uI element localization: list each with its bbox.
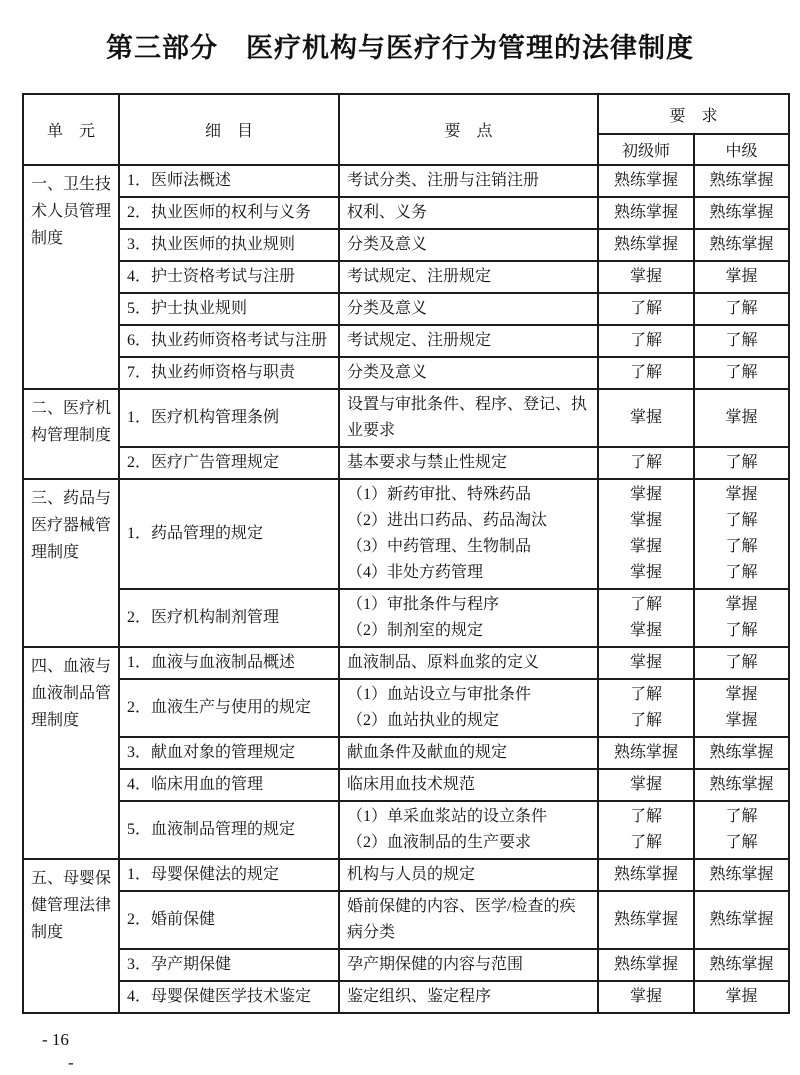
table-row [23,589,789,647]
middle-requirement-cell [694,589,789,647]
point-line: 孕产期保健的内容与范围 [347,956,524,973]
point-cell [339,769,598,801]
point-cell [339,447,598,479]
page-footer [42,1030,74,1073]
item-cell: 1．血液与血液制品概述 [119,647,339,679]
point-cell [339,981,598,1013]
middle-requirement-value: 了解 [725,538,758,555]
page-number-line1: - 16 [42,1030,69,1049]
junior-requirement-cell [598,737,694,769]
table-row [23,679,789,737]
middle-requirement-value: 了解 [725,808,758,825]
point-cell [339,891,598,949]
junior-requirement-cell [598,293,694,325]
junior-requirement-cell [598,357,694,389]
point-cell [339,859,598,891]
junior-requirement-value: 掌握 [629,409,662,426]
junior-requirement-value: 熟练掌握 [613,866,678,883]
point-line: （4）非处方药管理 [347,564,484,581]
junior-requirement-value: 掌握 [629,564,662,581]
table-row [23,801,789,859]
middle-requirement-cell [694,197,789,229]
middle-requirement-value: 熟练掌握 [709,911,774,928]
junior-requirement-value: 了解 [629,300,662,317]
junior-requirement-value: 熟练掌握 [613,236,678,253]
table-row [23,325,789,357]
point-line: 机构与人员的规定 [347,866,476,883]
middle-requirement-cell [694,357,789,389]
point-line: （2）血站执业的规定 [347,712,500,729]
item-cell: 7．执业药师资格与职责 [119,357,339,389]
page-title: 第三部分 医疗机构与医疗行为管理的法律制度 [106,33,694,63]
junior-requirement-value: 了解 [629,364,662,381]
junior-requirement-value: 掌握 [629,486,662,503]
point-line: （1）审批条件与程序 [347,596,500,613]
unit-cell: 二、医疗机构管理制度 [23,389,119,479]
junior-requirement-value: 了解 [629,596,662,613]
middle-requirement-cell [694,949,789,981]
point-line: 考试规定、注册规定 [347,332,492,349]
middle-requirement-cell [694,447,789,479]
junior-requirement-cell [598,479,694,589]
middle-requirement-cell [694,679,789,737]
middle-requirement-cell [694,389,789,447]
middle-requirement-value: 了解 [725,512,758,529]
point-cell [339,229,598,261]
table-header [23,94,789,165]
middle-requirement-value: 了解 [725,834,758,851]
middle-requirement-cell [694,981,789,1013]
middle-requirement-value: 掌握 [725,268,758,285]
point-cell [339,165,598,197]
table-row [23,229,789,261]
point-line: （2）制剂室的规定 [347,622,484,639]
table-row [23,891,789,949]
point-line: 分类及意义 [347,236,428,253]
point-line: （1）单采血浆站的设立条件 [347,808,548,825]
junior-requirement-value: 掌握 [629,538,662,555]
junior-requirement-cell [598,981,694,1013]
point-line: 考试规定、注册规定 [347,268,492,285]
page-number-line2: - [68,1053,74,1072]
point-line: （1）血站设立与审批条件 [347,686,532,703]
point-cell [339,197,598,229]
middle-requirement-cell [694,769,789,801]
header-point: 要 点 [339,94,598,165]
junior-requirement-cell [598,589,694,647]
junior-requirement-value: 掌握 [629,622,662,639]
item-cell: 5．血液制品管理的规定 [119,801,339,859]
junior-requirement-value: 了解 [629,808,662,825]
unit-cell: 三、药品与医疗器械管理制度 [23,479,119,647]
junior-requirement-value: 掌握 [629,988,662,1005]
point-cell [339,801,598,859]
point-line: 设置与审批条件、程序、登记、执业要求 [347,396,588,439]
junior-requirement-value: 了解 [629,834,662,851]
header-junior: 初级师 [598,134,694,165]
table-body [23,165,789,1013]
junior-requirement-value: 熟练掌握 [613,172,678,189]
point-line: 考试分类、注册与注销注册 [347,172,540,189]
middle-requirement-value: 掌握 [725,686,758,703]
junior-requirement-cell [598,261,694,293]
item-cell: 4．母婴保健医学技术鉴定 [119,981,339,1013]
table-row [23,769,789,801]
table-row [23,981,789,1013]
item-cell: 1．医疗机构管理条例 [119,389,339,447]
middle-requirement-cell [694,229,789,261]
junior-requirement-value: 掌握 [629,268,662,285]
junior-requirement-cell [598,679,694,737]
middle-requirement-value: 熟练掌握 [709,172,774,189]
item-cell: 1．医师法概述 [119,165,339,197]
middle-requirement-value: 了解 [725,654,758,671]
middle-requirement-value: 了解 [725,332,758,349]
junior-requirement-cell [598,197,694,229]
table-row [23,479,789,589]
table-row [23,389,789,447]
middle-requirement-value: 掌握 [725,486,758,503]
point-cell [339,293,598,325]
middle-requirement-cell [694,261,789,293]
middle-requirement-value: 掌握 [725,409,758,426]
point-line: 婚前保健的内容、医学/检查的疾病分类 [347,898,576,941]
junior-requirement-value: 熟练掌握 [613,744,678,761]
middle-requirement-value: 熟练掌握 [709,866,774,883]
junior-requirement-cell [598,859,694,891]
point-line: （2）血液制品的生产要求 [347,834,532,851]
point-cell [339,949,598,981]
junior-requirement-cell [598,447,694,479]
table-row [23,949,789,981]
table-row [23,737,789,769]
middle-requirement-value: 掌握 [725,988,758,1005]
syllabus-table [22,93,790,1014]
item-cell: 1．药品管理的规定 [119,479,339,589]
header-requirement: 要 求 [598,94,789,134]
item-cell: 2．血液生产与使用的规定 [119,679,339,737]
junior-requirement-cell [598,325,694,357]
junior-requirement-cell [598,891,694,949]
item-cell: 3．献血对象的管理规定 [119,737,339,769]
table-row [23,197,789,229]
header-middle: 中级 [694,134,789,165]
point-line: 分类及意义 [347,364,428,381]
table-row [23,261,789,293]
middle-requirement-value: 了解 [725,364,758,381]
item-cell: 5．护士执业规则 [119,293,339,325]
point-line: 献血条件及献血的规定 [347,744,508,761]
middle-requirement-cell [694,801,789,859]
point-line: 分类及意义 [347,300,428,317]
point-line: 权利、义务 [347,204,428,221]
point-cell [339,357,598,389]
point-cell [339,647,598,679]
table-row [23,293,789,325]
table-row [23,447,789,479]
item-cell: 3．执业医师的执业规则 [119,229,339,261]
junior-requirement-value: 熟练掌握 [613,911,678,928]
item-cell: 3．孕产期保健 [119,949,339,981]
middle-requirement-cell [694,165,789,197]
middle-requirement-cell [694,737,789,769]
junior-requirement-value: 了解 [629,686,662,703]
middle-requirement-value: 熟练掌握 [709,204,774,221]
junior-requirement-value: 了解 [629,454,662,471]
middle-requirement-value: 熟练掌握 [709,744,774,761]
junior-requirement-cell [598,229,694,261]
middle-requirement-value: 了解 [725,564,758,581]
header-item: 细 目 [119,94,339,165]
item-cell: 2．医疗机构制剂管理 [119,589,339,647]
junior-requirement-value: 熟练掌握 [613,204,678,221]
unit-cell: 四、血液与血液制品管理制度 [23,647,119,859]
point-cell [339,737,598,769]
point-line: （2）进出口药品、药品淘汰 [347,512,548,529]
middle-requirement-value: 熟练掌握 [709,956,774,973]
point-line: （3）中药管理、生物制品 [347,538,532,555]
point-cell [339,389,598,447]
middle-requirement-value: 掌握 [725,596,758,613]
middle-requirement-value: 熟练掌握 [709,236,774,253]
junior-requirement-cell [598,769,694,801]
middle-requirement-value: 熟练掌握 [709,776,774,793]
table-row [23,859,789,891]
unit-cell: 一、卫生技术人员管理制度 [23,165,119,389]
junior-requirement-value: 掌握 [629,654,662,671]
junior-requirement-cell [598,165,694,197]
middle-requirement-cell [694,325,789,357]
item-cell: 2．医疗广告管理规定 [119,447,339,479]
unit-cell: 五、母婴保健管理法律制度 [23,859,119,1013]
point-cell [339,479,598,589]
header-row-top [23,94,789,134]
point-line: 临床用血技术规范 [347,776,476,793]
junior-requirement-cell [598,647,694,679]
item-cell: 2．执业医师的权利与义务 [119,197,339,229]
middle-requirement-value: 掌握 [725,712,758,729]
junior-requirement-value: 掌握 [629,776,662,793]
junior-requirement-value: 熟练掌握 [613,956,678,973]
point-cell [339,261,598,293]
point-line: 血液制品、原料血浆的定义 [347,654,540,671]
point-cell [339,325,598,357]
junior-requirement-cell [598,801,694,859]
header-unit: 单 元 [23,94,119,165]
junior-requirement-value: 了解 [629,712,662,729]
item-cell: 2．婚前保健 [119,891,339,949]
middle-requirement-value: 了解 [725,454,758,471]
table-row [23,647,789,679]
table-row [23,357,789,389]
middle-requirement-value: 了解 [725,622,758,639]
junior-requirement-value: 了解 [629,332,662,349]
middle-requirement-cell [694,479,789,589]
item-cell: 4．临床用血的管理 [119,769,339,801]
junior-requirement-value: 掌握 [629,512,662,529]
point-cell [339,679,598,737]
junior-requirement-cell [598,389,694,447]
middle-requirement-cell [694,859,789,891]
middle-requirement-cell [694,647,789,679]
item-cell: 1．母婴保健法的规定 [119,859,339,891]
point-line: （1）新药审批、特殊药品 [347,486,532,503]
middle-requirement-cell [694,293,789,325]
point-cell [339,589,598,647]
item-cell: 6．执业药师资格考试与注册 [119,325,339,357]
point-line: 基本要求与禁止性规定 [347,454,508,471]
junior-requirement-cell [598,949,694,981]
middle-requirement-cell [694,891,789,949]
point-line: 鉴定组织、鉴定程序 [347,988,492,1005]
middle-requirement-value: 了解 [725,300,758,317]
table-row [23,165,789,197]
item-cell: 4．护士资格考试与注册 [119,261,339,293]
